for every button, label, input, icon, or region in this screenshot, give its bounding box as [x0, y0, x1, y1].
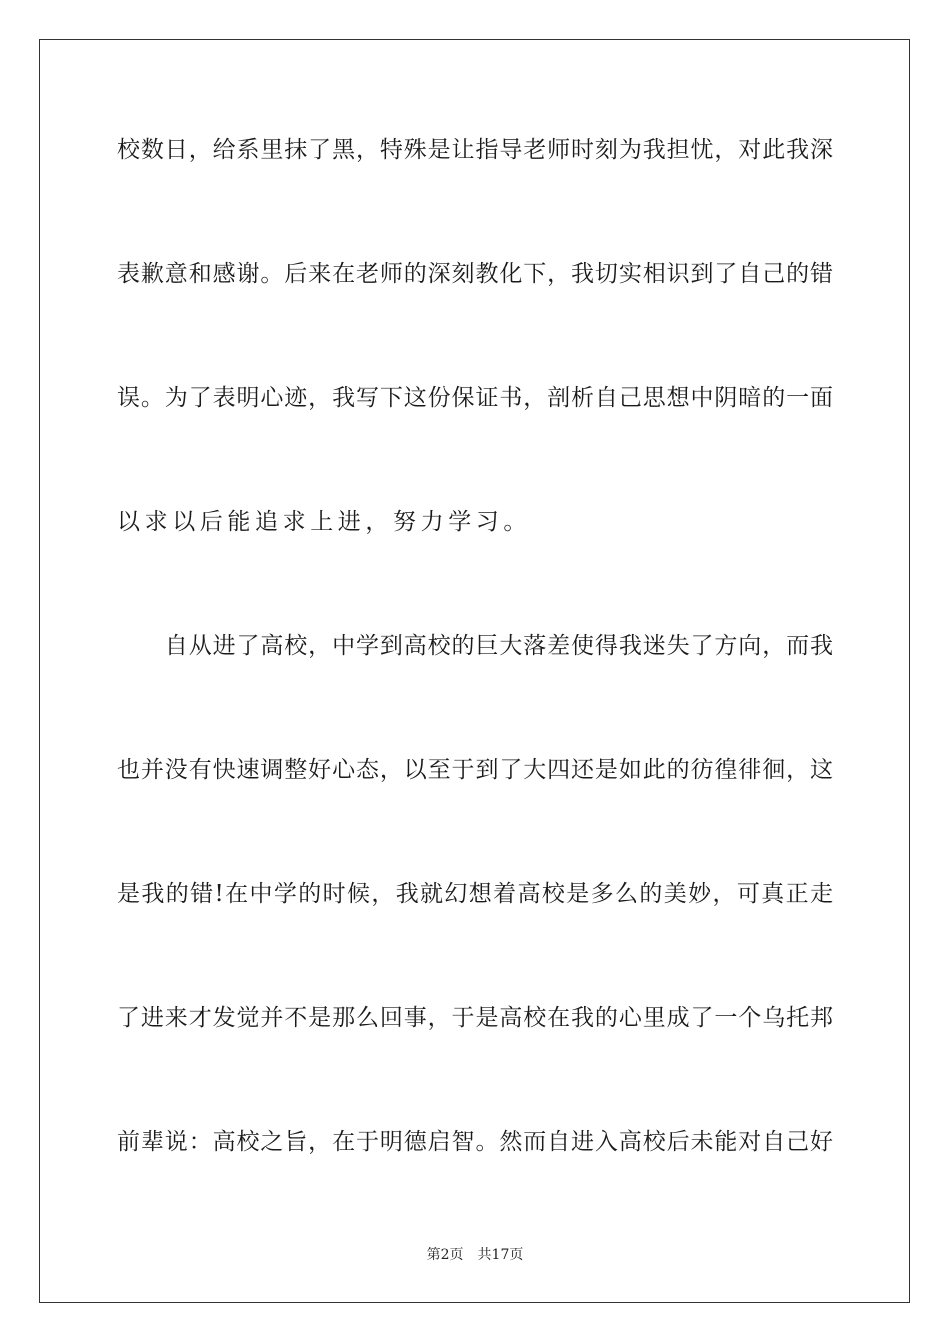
body-text-line: 误。为了表明心迹，我写下这份保证书，剖析自己思想中阴暗的一面 [117, 385, 833, 411]
page-number: 第2页 [426, 1247, 464, 1263]
body-text-line: 也并没有快速调整好心态，以至于到了大四还是如此的彷徨徘徊，这 [117, 757, 833, 783]
total-pages: 共17页 [477, 1247, 524, 1263]
body-text-line: 以求以后能追求上进，努力学习。 [117, 509, 531, 535]
body-text-line: 表歉意和感谢。后来在老师的深刻教化下，我切实相识到了自己的错 [117, 261, 833, 287]
body-text-line: 前辈说：高校之旨，在于明德启智。然而自进入高校后未能对自己好 [117, 1129, 833, 1155]
body-text-line: 是我的错!在中学的时候，我就幻想着高校是多么的美妙，可真正走 [117, 881, 833, 907]
body-text-line: 自从进了高校，中学到高校的巨大落差使得我迷失了方向，而我 [117, 633, 833, 659]
body-text-line: 了进来才发觉并不是那么回事，于是高校在我的心里成了一个乌托邦 [117, 1005, 833, 1031]
page-border [39, 39, 910, 1303]
page-footer [0, 1245, 950, 1265]
body-text-line: 校数日，给系里抹了黑，特殊是让指导老师时刻为我担忧，对此我深 [117, 137, 833, 163]
